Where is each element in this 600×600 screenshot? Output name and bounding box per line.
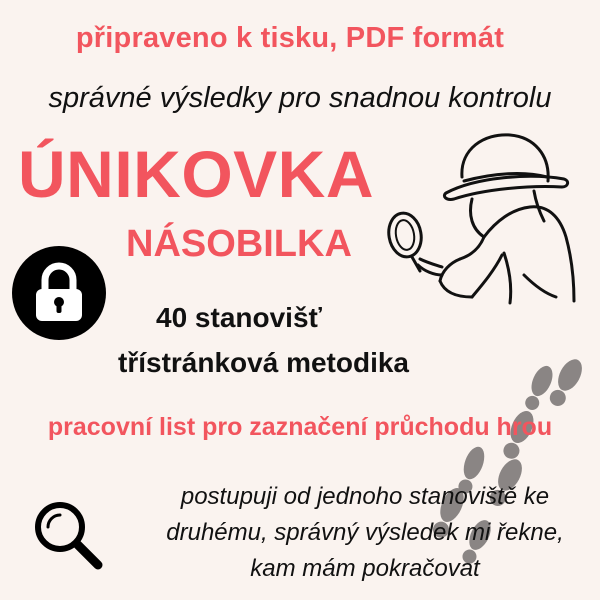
description-line-2: druhému, správný výsledek mi řekne, [166, 519, 564, 546]
worksheet-text: pracovní list pro zaznačení průchodu hrou [47, 413, 553, 441]
description-line-1: postupuji od jednoho stanoviště ke [180, 483, 550, 510]
magnifier-icon [30, 497, 110, 577]
main-title: ÚNIKOVKA [18, 137, 375, 211]
description [130, 479, 600, 587]
detective-illustration [384, 125, 584, 305]
description-line-3: kam mám pokračovat [250, 555, 480, 582]
subheading: správné výsledky pro snadnou kontrolu [48, 82, 552, 114]
ready-to-print-text: připraveno k tisku, PDF formát [75, 22, 505, 54]
sub-title: NÁSOBILKA [126, 223, 352, 265]
lock-icon [12, 246, 106, 340]
stations-count: 40 stanovišť [156, 302, 322, 333]
method-text: třístránková metodika [118, 347, 409, 378]
